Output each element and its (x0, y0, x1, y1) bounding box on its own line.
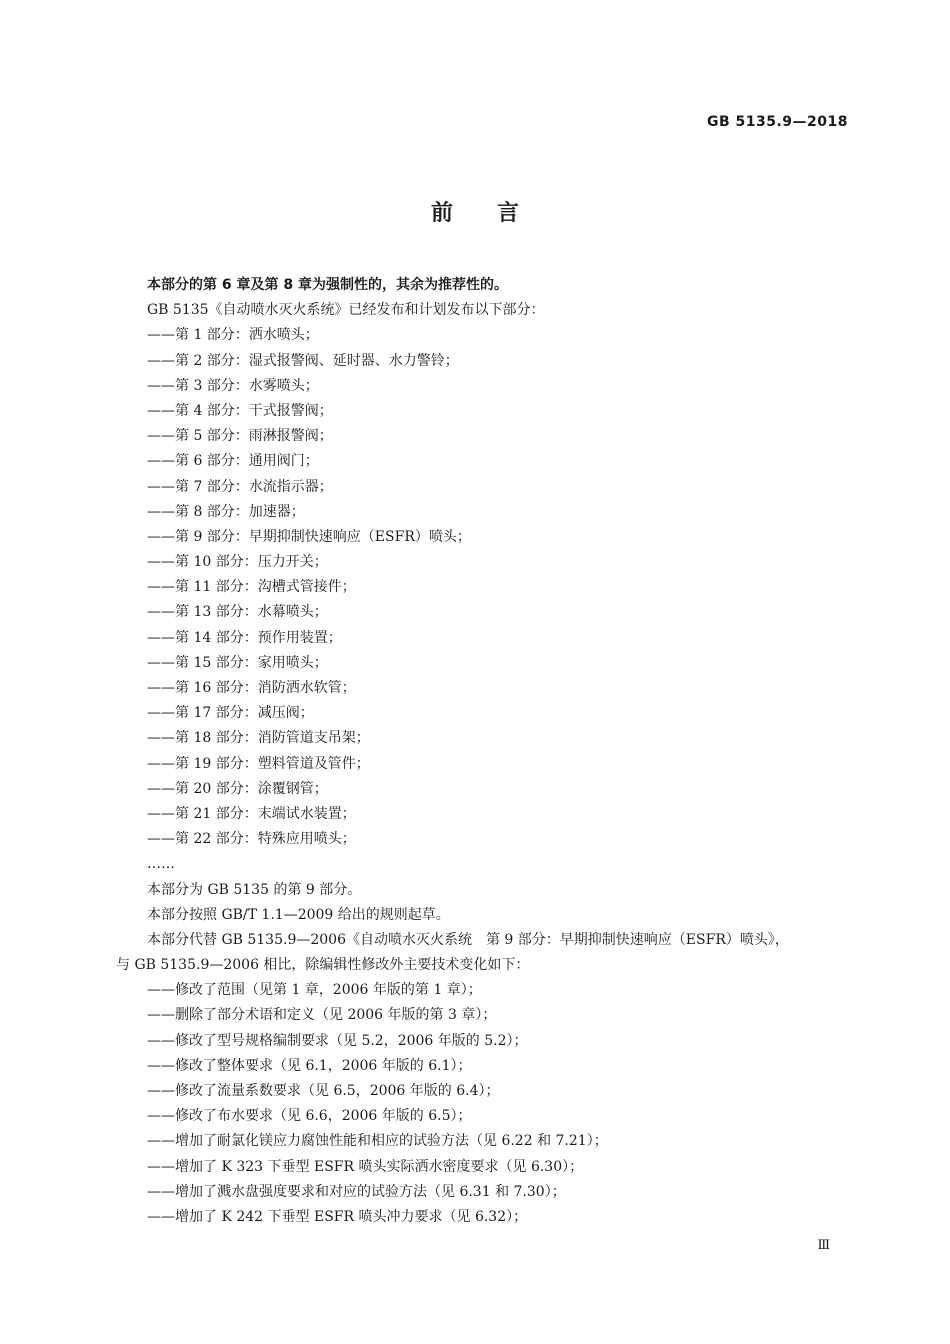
list-item: ——第 18 部分：消防管道支吊架； (147, 730, 370, 747)
text-line: 本部分的第 6 章及第 8 章为强制性的，其余为推荐性的。 (147, 277, 508, 293)
list-item: ——第 5 部分：雨淋报警阀； (147, 428, 333, 445)
list-item: ——第 3 部分：水雾喷头； (147, 377, 319, 394)
text-line: 本部分为 GB 5135 的第 9 部分。 (147, 881, 362, 898)
text-line: 本部分按照 GB/T 1.1—2009 给出的规则起草。 (147, 906, 450, 923)
text-line: 本部分代替 GB 5135.9—2006《自动喷水灭火系统 第 9 部分：早期抑制快速响应（ESFR）喷头》， (147, 931, 789, 948)
change-item: ——修改了流量系数要求（见 6.5，2006 年版的 6.4）； (147, 1083, 500, 1099)
ellipsis: …… (147, 856, 175, 873)
list-item: ——第 1 部分：洒水喷头； (147, 327, 319, 344)
text-line: GB 5135《自动喷水灭火系统》已经发布和计划发布以下部分： (147, 302, 545, 319)
document-body (116, 273, 856, 1230)
list-item: ——第 13 部分：水幕喷头； (147, 604, 328, 621)
page-title: 前言 (430, 201, 563, 226)
change-item: ——修改了范围（见第 1 章，2006 年版的第 1 章）； (147, 982, 482, 999)
list-item: ——第 19 部分：塑料管道及管件； (147, 755, 370, 772)
change-item: ——修改了布水要求（见 6.6，2006 年版的 6.5）； (147, 1108, 472, 1125)
list-item: ——第 20 部分：涂覆钢管； (147, 780, 328, 797)
page-number: Ⅲ (817, 1238, 830, 1253)
standard-code: GB 5135.9—2018 (706, 114, 848, 130)
list-item: ——第 15 部分：家用喷头； (147, 654, 328, 671)
change-item: ——增加了耐氯化镁应力腐蚀性能和相应的试验方法（见 6.22 和 7.21）； (147, 1133, 608, 1150)
list-item: ——第 14 部分：预作用装置； (147, 629, 342, 646)
list-item: ——第 9 部分：早期抑制快速响应（ESFR）喷头； (147, 528, 471, 545)
list-item: ——第 21 部分：末端试水装置； (147, 805, 356, 822)
change-item: ——修改了整体要求（见 6.1，2006 年版的 6.1）； (147, 1057, 472, 1074)
change-item: ——增加了 K 242 下垂型 ESFR 喷头冲力要求（见 6.32）； (147, 1208, 528, 1225)
list-item: ——第 4 部分：干式报警阀； (147, 402, 333, 419)
change-item: ——删除了部分术语和定义（见 2006 年版的第 3 章）； (147, 1007, 497, 1024)
list-item: ——第 8 部分：加速器； (147, 503, 305, 520)
list-item: ——第 22 部分：特殊应用喷头； (147, 831, 356, 848)
change-item: ——增加了溅水盘强度要求和对应的试验方法（见 6.31 和 7.30）； (147, 1183, 566, 1200)
list-item: ——第 7 部分：水流指示器； (147, 478, 333, 495)
list-item: ——第 17 部分：减压阀； (147, 705, 314, 722)
list-item: ——第 11 部分：沟槽式管接件； (147, 579, 356, 596)
list-item: ——第 16 部分：消防洒水软管； (147, 680, 356, 696)
text-line: 与 GB 5135.9—2006 相比，除编辑性修改外主要技术变化如下： (116, 957, 530, 974)
list-item: ——第 6 部分：通用阀门； (147, 453, 319, 470)
list-item: ——第 10 部分：压力开关； (147, 554, 328, 571)
change-item: ——修改了型号规格编制要求（见 5.2，2006 年版的 5.2）； (147, 1032, 528, 1049)
change-item: ——增加了 K 323 下垂型 ESFR 喷头实际洒水密度要求（见 6.30）； (147, 1158, 584, 1175)
list-item: ——第 2 部分：湿式报警阀、延时器、水力警铃； (147, 352, 459, 369)
